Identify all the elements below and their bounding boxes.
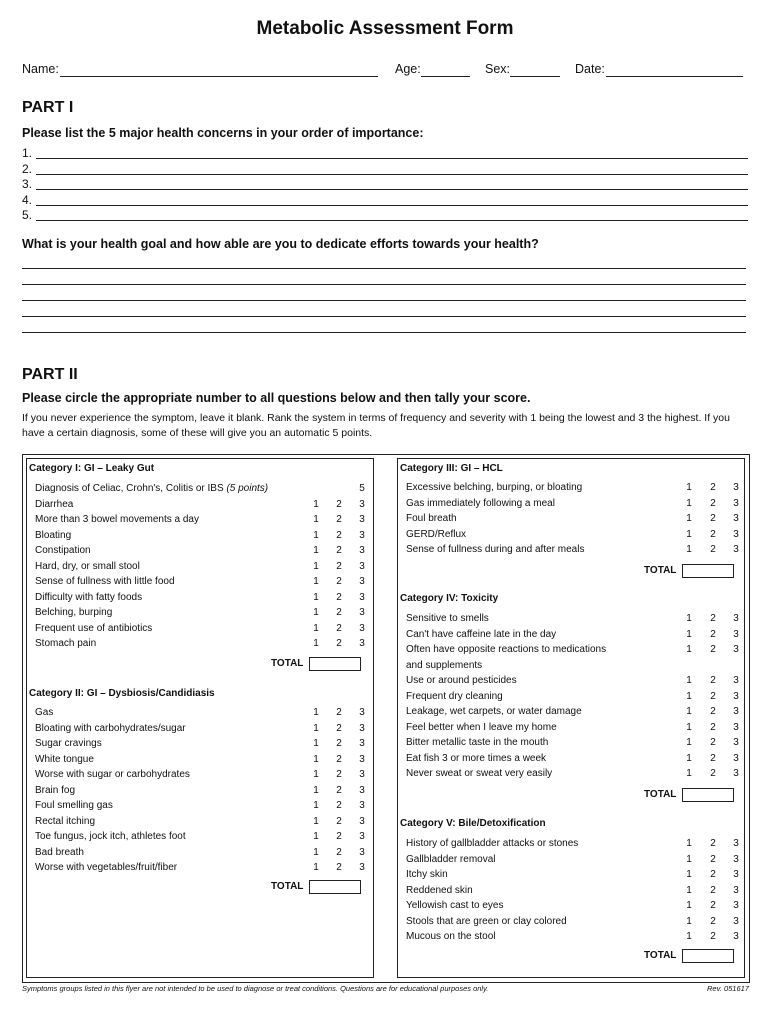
symptom-item: Sensitive to smells <box>406 613 489 624</box>
score-1[interactable]: 1 <box>686 853 692 865</box>
symptom-item: Never sweat or sweat very easily <box>406 768 553 779</box>
score-1[interactable]: 1 <box>313 831 319 842</box>
score-3[interactable]: 3 <box>359 800 365 811</box>
score-3[interactable]: 3 <box>733 528 739 540</box>
score-1[interactable]: 1 <box>686 482 692 493</box>
score-2[interactable]: 2 <box>710 675 716 686</box>
score-3[interactable]: 3 <box>733 628 739 640</box>
score-2[interactable]: 2 <box>336 769 342 780</box>
concern-line[interactable] <box>36 174 748 175</box>
symptom-item: Worse with vegetables/fruit/fiber <box>35 862 178 873</box>
score-3[interactable]: 3 <box>733 613 739 624</box>
score-2[interactable]: 2 <box>710 768 716 779</box>
score-2[interactable]: 2 <box>710 900 716 911</box>
goal-prompt: What is your health goal and how able are you to dedicate efforts towards your health? <box>22 237 539 251</box>
score-2[interactable]: 2 <box>336 784 342 796</box>
score-3[interactable]: 3 <box>359 529 365 541</box>
score-3[interactable]: 3 <box>733 544 739 555</box>
score-2[interactable]: 2 <box>710 497 716 509</box>
score-2[interactable]: 2 <box>710 884 716 896</box>
score-3[interactable]: 3 <box>733 869 739 880</box>
score-1[interactable]: 1 <box>313 846 319 858</box>
score-1[interactable]: 1 <box>686 513 692 524</box>
score-3[interactable]: 3 <box>733 752 739 764</box>
score-3[interactable]: 3 <box>359 591 365 603</box>
score-1[interactable]: 1 <box>686 721 692 733</box>
symptom-item: Frequent dry cleaning <box>406 690 503 702</box>
score-3[interactable]: 3 <box>733 482 739 493</box>
score-3[interactable]: 3 <box>359 753 365 765</box>
score-3[interactable]: 3 <box>359 815 365 827</box>
goal-line[interactable] <box>22 316 746 317</box>
score-2[interactable]: 2 <box>336 607 342 618</box>
score-5[interactable]: 5 <box>359 483 365 494</box>
score-2[interactable]: 2 <box>336 591 342 603</box>
score-2[interactable]: 2 <box>336 622 342 634</box>
cat4-total-box[interactable] <box>682 788 734 802</box>
symptom-item: Diarrhea <box>35 498 74 510</box>
score-1[interactable]: 1 <box>686 628 692 640</box>
special-item-text: Diagnosis of Celiac, Crohn's, Colitis or IBS <box>35 483 227 494</box>
score-2[interactable]: 2 <box>710 853 716 865</box>
symptom-item: Leakage, wet carpets, or water damage <box>406 706 582 717</box>
score-2[interactable]: 2 <box>710 690 716 702</box>
score-2[interactable]: 2 <box>336 831 342 842</box>
score-2[interactable]: 2 <box>336 638 342 649</box>
score-2[interactable]: 2 <box>710 628 716 640</box>
score-1[interactable]: 1 <box>686 768 692 779</box>
score-2[interactable]: 2 <box>710 737 716 748</box>
concern-number: 5. <box>22 208 33 222</box>
score-2[interactable]: 2 <box>710 838 716 849</box>
score-2[interactable]: 2 <box>336 753 342 765</box>
score-3[interactable]: 3 <box>733 768 739 779</box>
score-2[interactable]: 2 <box>336 800 342 811</box>
cat2-title: Category II: GI – Dysbiosis/Candidiasis <box>29 688 215 699</box>
symptom-item: Belching, burping <box>35 607 113 618</box>
score-1[interactable]: 1 <box>686 900 692 911</box>
symptom-item: Frequent use of antibiotics <box>35 622 153 634</box>
cat4-total-label: TOTAL <box>644 789 677 800</box>
score-2[interactable]: 2 <box>710 721 716 733</box>
symptom-item: Can't have caffeine late in the day <box>406 628 557 640</box>
score-1[interactable]: 1 <box>686 752 692 764</box>
symptom-item: Foul smelling gas <box>35 800 113 811</box>
symptom-item: Sugar cravings <box>35 738 102 749</box>
symptom-item: Reddened skin <box>406 884 473 896</box>
concern-line[interactable] <box>36 205 748 206</box>
symptom-item: Foul breath <box>406 513 457 524</box>
score-3[interactable]: 3 <box>733 853 739 865</box>
cat3-title: Category III: GI – HCL <box>400 463 503 474</box>
score-1[interactable]: 1 <box>686 528 692 540</box>
score-1[interactable]: 1 <box>313 707 319 718</box>
symptom-item: Constipation <box>35 545 91 556</box>
score-1[interactable]: 1 <box>686 737 692 748</box>
score-3[interactable]: 3 <box>359 607 365 618</box>
symptom-item: Use or around pesticides <box>406 675 517 686</box>
symptom-item: Gas <box>35 707 54 718</box>
score-1[interactable]: 1 <box>686 644 692 655</box>
cat1-special-item <box>35 483 268 494</box>
score-1[interactable]: 1 <box>313 622 319 634</box>
score-2[interactable]: 2 <box>336 846 342 858</box>
date-field[interactable] <box>606 76 743 77</box>
symptom-item: Gallbladder removal <box>406 853 496 865</box>
symptom-item: History of gallbladder attacks or stones <box>406 838 579 849</box>
concern-line[interactable] <box>36 189 748 190</box>
score-3[interactable]: 3 <box>359 622 365 634</box>
symptom-item: Often have opposite reactions to medications <box>406 644 607 655</box>
score-3[interactable]: 3 <box>359 545 365 556</box>
score-1[interactable]: 1 <box>686 613 692 624</box>
score-1[interactable]: 1 <box>313 815 319 827</box>
score-3[interactable]: 3 <box>733 721 739 733</box>
cat1-total-label: TOTAL <box>271 658 304 669</box>
score-1[interactable]: 1 <box>313 498 319 510</box>
score-3[interactable]: 3 <box>733 644 739 655</box>
symptom-item: Bloating with carbohydrates/sugar <box>35 722 186 734</box>
score-3[interactable]: 3 <box>733 675 739 686</box>
cat1-title: Category I: GI – Leaky Gut <box>29 463 155 474</box>
score-1[interactable]: 1 <box>313 576 319 587</box>
age-field[interactable] <box>421 76 470 77</box>
symptom-item: Toe fungus, jock itch, athletes foot <box>35 831 186 842</box>
part2-note: If you never experience the symptom, leave it blank. Rank the system in terms of frequency and severity with 1 being the lowest and 3 the highest. If you have a certain diagnosis, some of these will give you an automatic 5 points. <box>22 412 730 439</box>
score-3[interactable]: 3 <box>733 690 739 702</box>
score-1[interactable]: 1 <box>313 545 319 556</box>
score-1[interactable]: 1 <box>313 514 319 525</box>
score-2[interactable]: 2 <box>336 576 342 587</box>
score-1[interactable]: 1 <box>686 931 692 942</box>
symptom-item: Gas immediately following a meal <box>406 497 555 509</box>
score-3[interactable]: 3 <box>359 498 365 510</box>
score-1[interactable]: 1 <box>313 560 319 572</box>
goal-line[interactable] <box>22 268 746 269</box>
concern-number: 2. <box>22 161 33 176</box>
score-1[interactable]: 1 <box>313 722 319 734</box>
score-1[interactable]: 1 <box>686 706 692 717</box>
date-label: Date: <box>575 62 605 76</box>
part2-heading: PART II <box>22 366 78 383</box>
score-2[interactable]: 2 <box>336 862 342 873</box>
part2-instruction: Please circle the appropriate number to all questions below and then tally your score. <box>22 391 531 405</box>
score-2[interactable]: 2 <box>710 644 716 655</box>
score-3[interactable]: 3 <box>359 846 365 858</box>
score-2[interactable]: 2 <box>336 498 342 510</box>
cat5-total-label: TOTAL <box>644 950 677 961</box>
score-2[interactable]: 2 <box>710 613 716 624</box>
score-3[interactable]: 3 <box>733 884 739 896</box>
score-1[interactable]: 1 <box>313 529 319 541</box>
score-1[interactable]: 1 <box>313 800 319 811</box>
symptom-item: White tongue <box>35 753 94 765</box>
symptom-item: Brain fog <box>35 784 76 796</box>
score-2[interactable]: 2 <box>710 869 716 880</box>
cat3-total-box[interactable] <box>682 564 734 578</box>
score-1[interactable]: 1 <box>313 862 319 873</box>
symptom-item: Bloating <box>35 529 72 541</box>
score-1[interactable]: 1 <box>686 838 692 849</box>
score-3[interactable]: 3 <box>359 862 365 873</box>
score-3[interactable]: 3 <box>733 497 739 509</box>
score-3[interactable]: 3 <box>359 707 365 718</box>
score-1[interactable]: 1 <box>313 638 319 649</box>
score-2[interactable]: 2 <box>710 528 716 540</box>
cat2-total-box[interactable] <box>309 880 361 894</box>
score-3[interactable]: 3 <box>359 638 365 649</box>
score-1[interactable]: 1 <box>686 675 692 686</box>
cat5-title: Category V: Bile/Detoxification <box>400 818 546 829</box>
symptom-item: More than 3 bowel movements a day <box>35 514 199 525</box>
score-3[interactable]: 3 <box>359 784 365 796</box>
score-3[interactable]: 3 <box>359 831 365 842</box>
symptom-item: Rectal itching <box>35 815 96 827</box>
part1-heading: PART I <box>22 99 74 116</box>
score-2[interactable]: 2 <box>710 931 716 942</box>
score-3[interactable]: 3 <box>733 900 739 911</box>
score-1[interactable]: 1 <box>313 769 319 780</box>
symptom-item: Sense of fullness with little food <box>35 576 175 587</box>
symptom-item: and supplements <box>406 659 483 671</box>
score-2[interactable]: 2 <box>710 752 716 764</box>
symptom-item: Feel better when I leave my home <box>406 721 557 733</box>
symptom-item: Worse with sugar or carbohydrates <box>35 769 190 780</box>
score-1[interactable]: 1 <box>686 915 692 927</box>
symptom-item: Bad breath <box>35 846 84 858</box>
score-1[interactable]: 1 <box>313 607 319 618</box>
score-1[interactable]: 1 <box>686 884 692 896</box>
score-1[interactable]: 1 <box>686 869 692 880</box>
score-2[interactable]: 2 <box>710 706 716 717</box>
score-2[interactable]: 2 <box>336 560 342 572</box>
score-1[interactable]: 1 <box>313 753 319 765</box>
score-1[interactable]: 1 <box>686 690 692 702</box>
age-label: Age: <box>395 62 421 76</box>
score-2[interactable]: 2 <box>710 513 716 524</box>
symptom-item: Excessive belching, burping, or bloating <box>406 482 583 493</box>
score-2[interactable]: 2 <box>710 482 716 493</box>
score-1[interactable]: 1 <box>313 591 319 603</box>
concern-line[interactable] <box>36 158 748 159</box>
symptom-item: Yellowish cast to eyes <box>406 900 504 911</box>
name-field[interactable] <box>60 76 378 77</box>
symptom-item: Itchy skin <box>406 869 448 880</box>
score-2[interactable]: 2 <box>710 544 716 555</box>
goal-line[interactable] <box>22 284 746 285</box>
score-3[interactable]: 3 <box>359 769 365 780</box>
score-3[interactable]: 3 <box>733 513 739 524</box>
score-1[interactable]: 1 <box>686 544 692 555</box>
symptom-item: Difficulty with fatty foods <box>35 591 143 603</box>
goal-line[interactable] <box>22 332 746 333</box>
score-2[interactable]: 2 <box>336 707 342 718</box>
concerns-prompt: Please list the 5 major health concerns in your order of importance: <box>22 126 424 140</box>
score-1[interactable]: 1 <box>313 784 319 796</box>
score-1[interactable]: 1 <box>686 497 692 509</box>
score-1[interactable]: 1 <box>313 738 319 749</box>
cat2-total-label: TOTAL <box>271 881 304 892</box>
score-3[interactable]: 3 <box>359 738 365 749</box>
goal-line[interactable] <box>22 300 746 301</box>
score-3[interactable]: 3 <box>359 514 365 525</box>
symptom-item: Bitter metallic taste in the mouth <box>406 737 549 748</box>
score-3[interactable]: 3 <box>359 560 365 572</box>
special-item-points: (5 points) <box>226 483 269 494</box>
symptom-item: GERD/Reflux <box>406 528 467 540</box>
score-3[interactable]: 3 <box>359 576 365 587</box>
symptom-item: Stomach pain <box>35 638 97 649</box>
score-2[interactable]: 2 <box>336 529 342 541</box>
concern-line[interactable] <box>36 220 748 221</box>
cat4-title: Category IV: Toxicity <box>400 593 499 604</box>
symptom-item: Sense of fullness during and after meals <box>406 544 585 555</box>
concern-number: 3. <box>22 177 33 191</box>
score-3[interactable]: 3 <box>733 838 739 849</box>
symptom-item: Eat fish 3 or more times a week <box>406 752 547 764</box>
cat3-total-label: TOTAL <box>644 565 677 576</box>
score-3[interactable]: 3 <box>733 931 739 942</box>
score-2[interactable]: 2 <box>336 722 342 734</box>
concern-number: 1. <box>22 146 33 160</box>
left-column <box>26 458 374 978</box>
symptom-item: Mucous on the stool <box>406 931 496 942</box>
sex-label: Sex: <box>485 62 511 76</box>
cat5-total-box[interactable] <box>682 949 734 963</box>
footer-revision: Rev. 051617 <box>707 984 749 993</box>
score-2[interactable]: 2 <box>336 815 342 827</box>
score-2[interactable]: 2 <box>336 545 342 556</box>
page-title: Metabolic Assessment Form <box>256 18 514 39</box>
concern-number: 4. <box>22 192 33 207</box>
sex-field[interactable] <box>510 76 560 77</box>
score-2[interactable]: 2 <box>710 915 716 927</box>
score-3[interactable]: 3 <box>733 737 739 748</box>
cat1-total-box[interactable] <box>309 657 361 671</box>
footer-disclaimer: Symptoms groups listed in this flyer are not intended to be used to diagnose or treat conditions. Questions are for educational purposes only. <box>22 984 489 993</box>
symptom-item: Hard, dry, or small stool <box>35 560 140 572</box>
score-3[interactable]: 3 <box>733 915 739 927</box>
score-3[interactable]: 3 <box>359 722 365 734</box>
score-3[interactable]: 3 <box>733 706 739 717</box>
name-label: Name: <box>22 62 59 76</box>
score-2[interactable]: 2 <box>336 514 342 525</box>
score-2[interactable]: 2 <box>336 738 342 749</box>
symptom-item: Stools that are green or clay colored <box>406 915 567 927</box>
